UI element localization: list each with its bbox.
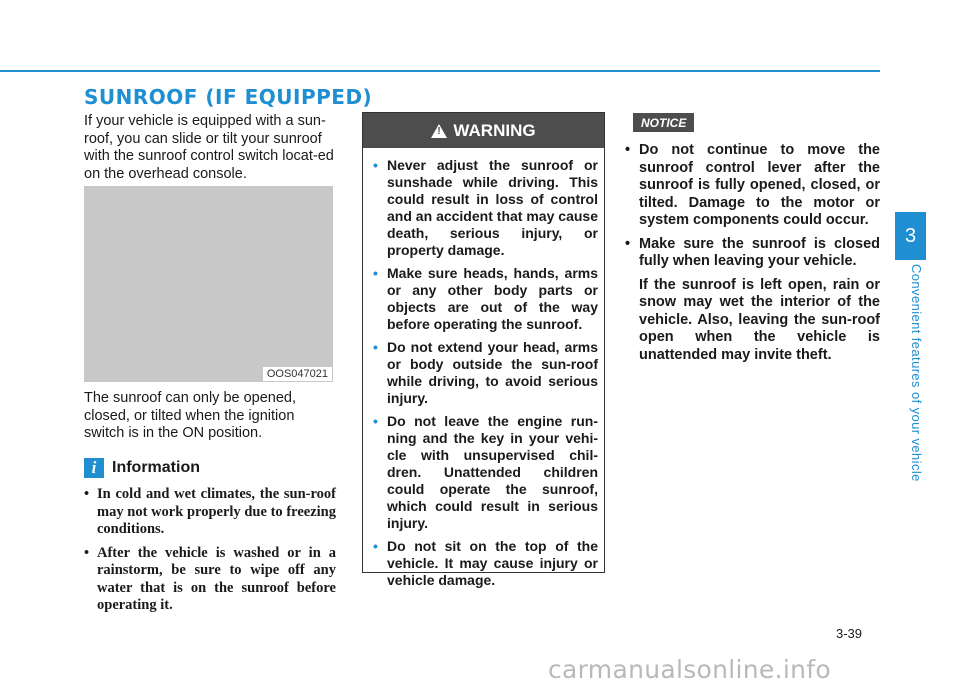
warning-item: • Never adjust the sunroof or sunshade while driving. This could result in loss of control and an accident that may cause death, serious injury, or property damage. [373, 157, 598, 259]
warning-box [362, 112, 605, 588]
intro-paragraph: If your vehicle is equipped with a sun-roof, you can slide or tilt your sunroof with the sunroof control switch locat-ed on the overhead console. [84, 113, 334, 182]
information-item: • In cold and wet climates, the sun-roof may not work properly due to freezing conditions. [84, 486, 336, 539]
warning-title: WARNING [453, 120, 536, 140]
notice-item-text: • Make sure the sunroof is closed fully when leaving your vehicle. [639, 235, 880, 269]
warning-header [363, 113, 604, 148]
information-heading [84, 458, 200, 478]
chapter-side-label [910, 264, 924, 494]
notice-item-text: • Do not continue to move the sunroof control lever after the sunroof is fully opened, closed, or tilted. Damage to the motor or system components could occur. [639, 142, 880, 228]
information-item: • After the vehicle is washed or in a rainstorm, be sure to wipe off any water that is on the sunroof before operating it. [84, 545, 336, 615]
warning-item: • Do not extend your head, arms or body outside the sun-roof while driving, to avoid serious injury. [373, 339, 598, 407]
warning-list [363, 148, 604, 589]
page-number: 3-39 [836, 626, 863, 641]
chapter-number-tab: 3 [895, 212, 926, 260]
warning-item: • Do not leave the engine run-ning and the key in your vehi-cle with unsupervised chil-dren. Unattended children could operate the sunroof, which could result in serious injury. [373, 413, 598, 532]
notice-item-extra: If the sunroof is left open, rain or snow may wet the interior of the vehicle. Also, leaving the sun-roof open when the vehicle is unattended may invite theft. [639, 276, 880, 363]
notice-list [623, 142, 880, 370]
warning-item: • Do not sit on the top of the vehicle. It may cause injury or vehicle damage. [373, 538, 598, 589]
chapter-title: Convenient features of your vehicle [909, 264, 924, 482]
watermark: carmanualsonline.info [548, 655, 831, 684]
warning-triangle-icon [431, 124, 447, 138]
figure-code: OOS047021 [263, 367, 332, 381]
notice-item [623, 142, 880, 230]
notice-item [623, 236, 880, 365]
information-title: Information [112, 459, 200, 476]
notice-badge: NOTICE [633, 113, 694, 132]
sunroof-figure [84, 186, 333, 382]
information-list [84, 486, 336, 621]
top-divider [0, 70, 880, 72]
warning-item: • Make sure heads, hands, arms or any other body parts or objects are out of the way before operating the sunroof. [373, 265, 598, 333]
info-icon: i [84, 458, 104, 478]
section-title: SUNROOF (IF EQUIPPED) [84, 85, 373, 109]
ignition-paragraph: The sunroof can only be opened, closed, or tilted when the ignition switch is in the ON position. [84, 390, 297, 441]
